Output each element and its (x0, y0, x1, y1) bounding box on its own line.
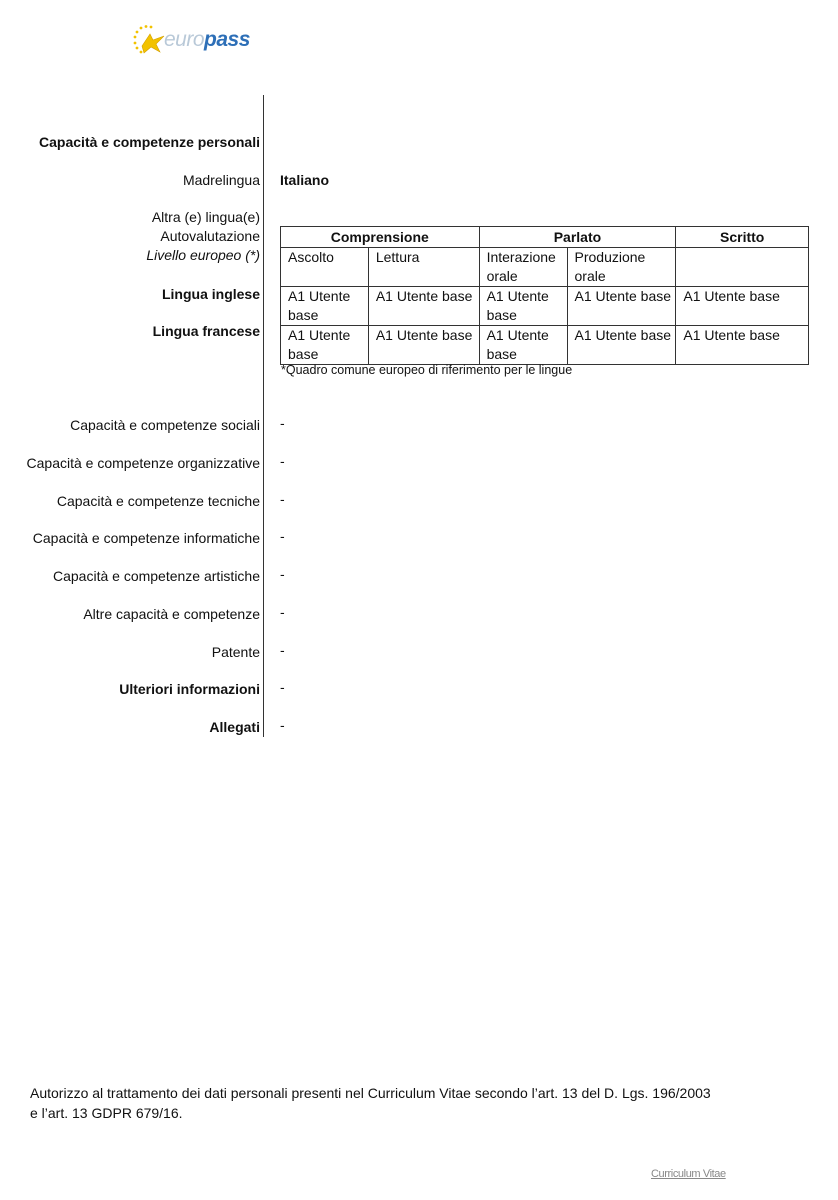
footer-label: Curriculum Vitae (651, 1168, 726, 1180)
european-level-label: Livello europeo (*) (146, 247, 260, 263)
skill-value-attachments: - (280, 717, 285, 733)
skill-value-other: - (280, 604, 285, 620)
cell-interaction: A1 Utente base (479, 326, 567, 365)
cell-listening: A1 Utente base (281, 326, 369, 365)
skill-label-technical: Capacità e competenze tecniche (56, 493, 260, 509)
cell-reading: A1 Utente base (368, 287, 479, 326)
section-title: Capacità e competenze personali (39, 134, 260, 150)
self-assessment-label: Autovalutazione (160, 228, 260, 244)
subheader-reading: Lettura (368, 248, 479, 287)
logo-text-euro: euro (164, 28, 205, 51)
other-languages-label: Altra (e) lingua(e) (151, 209, 260, 225)
consent-line: Autorizzo al trattamento dei dati personali presenti nel Curriculum Vitae secondo l’art. 13 del D. Lgs. 196/2003 (30, 1085, 711, 1101)
europass-logo (132, 24, 252, 58)
skill-value-further-info: - (280, 679, 285, 695)
table-header-row (281, 227, 809, 248)
subheader-interaction: Interazione orale (479, 248, 567, 287)
section-divider (263, 95, 264, 737)
mother-tongue-value: Italiano (280, 172, 330, 188)
skill-label-further-info: Ulteriori informazioni (119, 681, 260, 697)
subheader-writing (676, 248, 809, 287)
table-row (281, 287, 809, 326)
table-row (281, 326, 809, 365)
language-self-assessment-table (280, 226, 809, 365)
mother-tongue-label: Madrelingua (182, 172, 260, 188)
language-row-label: Lingua inglese (161, 286, 260, 302)
header-writing: Scritto (676, 227, 809, 248)
subheader-listening: Ascolto (281, 248, 369, 287)
language-row-label: Lingua francese (152, 323, 260, 339)
skill-label-computer: Capacità e competenze informatiche (32, 530, 260, 546)
skill-value-organizational: - (280, 453, 285, 469)
skill-label-organizational: Capacità e competenze organizzative (26, 455, 260, 471)
skill-value-license: - (280, 642, 285, 658)
cell-production: A1 Utente base (567, 287, 676, 326)
table-footnote: *Quadro comune europeo di riferimento per le lingue (281, 363, 573, 377)
cell-writing: A1 Utente base (676, 287, 809, 326)
skill-value-artistic: - (280, 566, 285, 582)
skill-label-artistic: Capacità e competenze artistiche (53, 568, 260, 584)
cell-interaction: A1 Utente base (479, 287, 567, 326)
skill-value-social: - (280, 415, 285, 431)
header-speaking: Parlato (479, 227, 676, 248)
skill-label-license: Patente (211, 644, 260, 660)
logo-text-pass: pass (204, 28, 250, 51)
skill-value-technical: - (280, 491, 285, 507)
subheader-production: Produzione orale (567, 248, 676, 287)
consent-line: e l’art. 13 GDPR 679/16. (30, 1105, 183, 1121)
cell-writing: A1 Utente base (676, 326, 809, 365)
cell-reading: A1 Utente base (368, 326, 479, 365)
header-comprehension: Comprensione (281, 227, 480, 248)
privacy-consent (30, 1083, 750, 1123)
cell-listening: A1 Utente base (281, 287, 369, 326)
skill-label-other: Altre capacità e competenze (83, 606, 260, 622)
skill-label-social: Capacità e competenze sociali (70, 417, 260, 433)
cell-production: A1 Utente base (567, 326, 676, 365)
skill-value-computer: - (280, 528, 285, 544)
table-subheader-row (281, 248, 809, 287)
skill-label-attachments: Allegati (209, 719, 260, 735)
